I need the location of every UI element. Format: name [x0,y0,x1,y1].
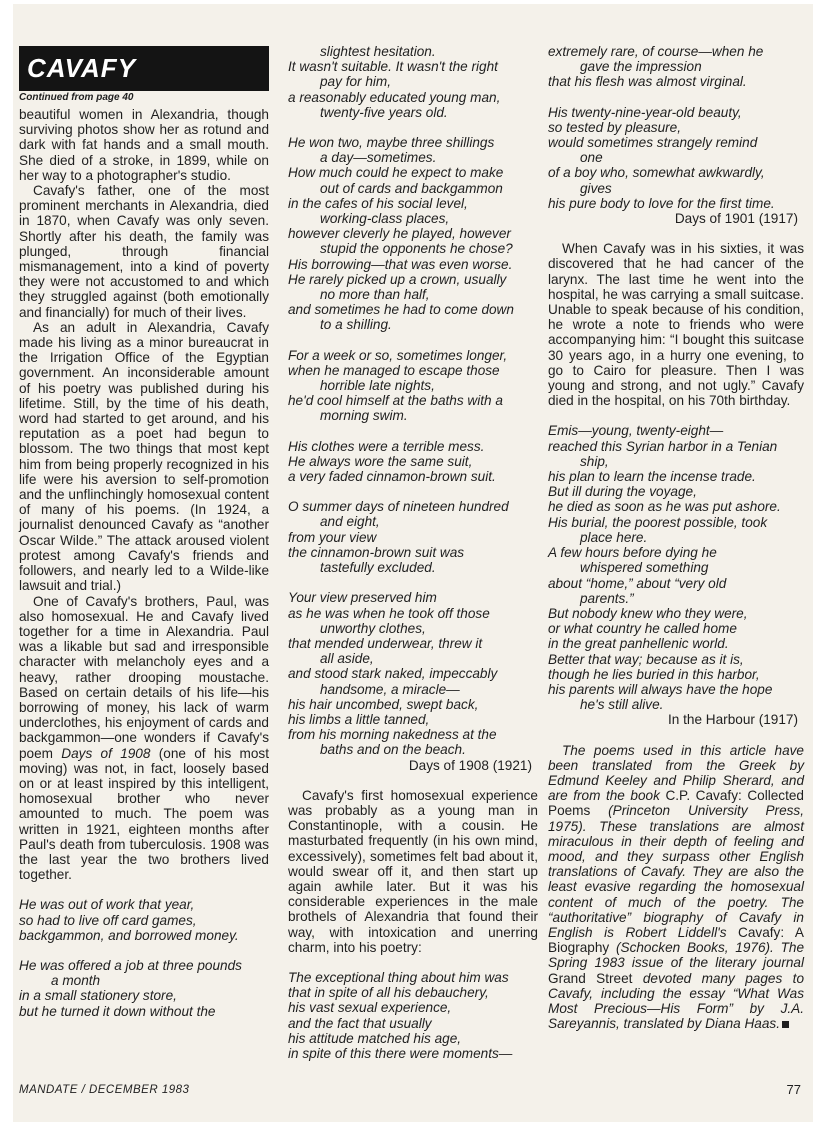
book-title: C.P. Cavafy: Collected Poems [548,788,804,819]
poem-excerpt [288,44,538,758]
article-title: CAVAFY [27,53,137,83]
poem-line: his parents will always have the hope [548,681,773,697]
column-2 [288,44,538,1061]
poem-line: all aside, [320,651,374,667]
poem-stanza [19,958,269,1019]
poem-line: so had to live off card games, [19,912,197,928]
paragraph-text: One of Cavafy's brothers, Paul, was also homosexual. He and Cavafy lived together for a time in Alexandria. Paul was a likable but sad and irresponsible character with melancholy eyes and a heavy, rather drooping moustache. Based on certain details of his life—his borrowing of money, his lack of warm underclothes, his enjoyment of cards and backgammon—one wonders if Cavafy's poem [19,593,269,761]
poem-line: he died as soon as he was put ashore. [548,499,781,515]
poem-line: It wasn't suitable. It wasn't the right [288,59,498,75]
poem-line: morning swim. [320,408,408,424]
poem-line: The exceptional thing about him was [288,969,509,985]
poem-line: so tested by pleasure, [548,119,681,135]
paragraph: As an adult in Alexandria, Cavafy made his living as a minor bureaucrat in the Irrigation Office of the Egyptian government. An inconsiderable amount of his poetry was published during his lifetime. Still, by the time of his death, word had started to get around, and his reputation as a poet had begun to blossom. The two things that most kept him from being properly recognized in his life were his aversion to self-promotion and the unflinchingly homosexual content of many of his poems. (In 1924, a journalist denounced Cavafy as “another Oscar Wilde.” The attack aroused violent protest among Cavafy's friends and followers, and nearly led to a Wilde-like lawsuit and trial.) [19,319,269,594]
poem-line: that mended underwear, threw it [288,635,483,651]
poem-line: in the great panhellenic world. [548,636,729,652]
article-title-banner [19,46,269,91]
poem-excerpt [19,897,269,1018]
poem-line: but he turned it down without the [19,1003,216,1019]
column-1 [19,107,269,1034]
poem-line: and stood stark naked, impeccably [288,666,498,682]
poem-line: no more than half, [320,287,430,303]
poem-line: his hair uncombed, swept back, [288,696,479,712]
note-text: (Schocken Books, 1976). The Spring 1983 issue of the literary journal [548,940,804,971]
poem-line: from your view [288,529,377,545]
poem-line: His burial, the poorest possible, took [548,514,768,530]
poem-line: in spite of this there were moments— [288,1045,513,1061]
poem-caption-wrap [548,211,804,226]
poem-line: his attitude matched his age, [288,1030,462,1046]
journal-title: Grand Street [548,970,633,986]
poem-line: of a boy who, somewhat awkwardly, [548,165,765,181]
page-number: 77 [786,1082,801,1097]
poem-line: to a shilling. [320,317,392,333]
poem-line: Your view preserved him [288,590,437,606]
poem-line: But ill during the voyage, [548,484,697,500]
poem-caption: Days of 1901 (1917) [674,211,798,227]
poem-line: He rarely picked up a crown, usually [288,271,507,287]
poem-line: He was out of work that year, [19,897,195,913]
poem-line: Emis—young, twenty-eight— [548,423,724,439]
poem-line: extremely rare, of course—when he [548,44,764,59]
poem-line: he'd cool himself at the baths with a [288,393,503,409]
poem-line: How much could he expect to make [288,165,504,181]
poem-line: working-class places, [320,211,450,227]
poem-line: or what country he called home [548,621,737,637]
poem-line: one [580,150,603,166]
poem-stanza [288,439,538,485]
paragraph: Cavafy's first homosexual experience was probably as a young man in Constantinople, with a cousin. He masturbated frequently (in his own mind, excessively), sometimes felt bad about it, would swear off it, and then start up again awhile later. But it was his considerable experiences in the male brothels of Alexandria that found their way, with intoxication and unerring charm, into his poetry: [288,787,538,955]
poem-line: handsome, a miracle— [320,681,460,697]
poem-line: and sometimes he had to come down [288,302,514,318]
poem-line: He won two, maybe three shillings [288,135,495,151]
paragraph-text: (one of his most moving) was not, in fact, loosely based on or at least inspired by this intelligent, homosexual brother who never amounted to much. The poem was written in 1921, eighteen months after Paul's death from tuberculosis. 1908 was the last year the two brothers lived together. [19,745,269,883]
poem-line: backgammon, and borrowed money. [19,927,239,943]
poem-caption-wrap [288,758,538,773]
poem-line: slightest hesitation. [320,44,436,59]
poem-line: twenty-five years old. [320,104,448,120]
poem-line: stupid the opponents he chose? [320,241,513,257]
poem-line: that in spite of all his debauchery, [288,985,489,1001]
poem-line: a reasonably educated young man, [288,89,501,105]
poem-stanza [288,499,538,575]
poem-stanza [288,590,538,757]
poem-line: unworthy clothes, [320,620,426,636]
poem-title-ref: Days of 1908 [61,745,151,761]
paragraph [19,594,269,883]
poem-line: For a week or so, sometimes longer, [288,347,508,363]
poem-line: and the fact that usually [288,1015,432,1031]
paragraph: beautiful women in Alexandria, though surviving photos show her as rotund and dark with fat hands and a small mouth. She died of a stroke, in 1899, while on her way to a photographer's studio. [19,107,269,183]
poem-line: he's still alive. [580,697,664,713]
poem-caption: Days of 1908 (1921) [408,757,532,773]
poem-line: baths and on the beach. [320,742,466,758]
poem-line: a month [51,973,101,989]
poem-line: his plan to learn the incense trade. [548,469,756,485]
paragraph: Cavafy's father, one of the most prominent merchants in Alexandria, died in 1870, when Cavafy was only seven. Shortly after his death, the family was plunged, through financial mismanagement, into a kind of poverty they were not accustomed to and which they struggled against (both emotionally and financially) for much of their lives. [19,183,269,320]
poem-line: reached this Syrian harbor in a Tenian [548,438,778,454]
poem-stanza [19,897,269,943]
poem-line: as he was when he took off those [288,605,490,621]
poem-caption-wrap [548,712,804,727]
footer-publication: MANDATE / DECEMBER 1983 [19,1084,190,1096]
poem-line: his pure body to love for the first time. [548,195,775,211]
poem-line: A few hours before dying he [548,545,717,561]
poem-excerpt [548,423,804,712]
poem-excerpt [288,970,538,1061]
poem-line: tastefully excluded. [320,560,436,576]
poem-line: pay for him, [320,74,392,90]
poem-stanza [288,135,538,333]
poem-line: though he lies buried in this harbor, [548,666,760,682]
end-mark-icon [782,1021,789,1028]
poem-stanza [288,348,538,424]
poem-line: in a small stationery store, [19,988,177,1004]
poem-line: the cinnamon-brown suit was [288,544,465,560]
poem-line: in the cafes of his social level, [288,195,468,211]
poem-line: his limbs a little tanned, [288,711,430,727]
poem-line: But nobody knew who they were, [548,605,748,621]
poem-line: out of cards and backgammon [320,180,503,196]
poem-stanza [548,44,804,90]
poem-line: His borrowing—that was even worse. [288,256,513,272]
translation-note [548,743,804,1032]
poem-stanza [288,44,538,120]
poem-line: His twenty-nine-year-old beauty, [548,104,742,120]
poem-stanza [548,105,804,211]
poem-line: a very faded cinnamon-brown suit. [288,469,496,485]
continued-note: Continued from page 40 [19,92,134,103]
poem-line: a day—sometimes. [320,150,437,166]
poem-line: would sometimes strangely remind [548,135,758,151]
poem-line: however cleverly he played, however [288,226,511,242]
poem-line: O summer days of nineteen hundred [288,499,509,515]
book-title: Cavafy: A Biography [548,924,804,956]
poem-line: when he managed to escape those [288,362,500,378]
poem-line: that his flesh was almost virginal. [548,74,747,90]
poem-line: gives [580,180,612,196]
poem-line: whispered something [580,560,709,576]
poem-line: ship, [580,453,609,469]
poem-excerpt [548,44,804,211]
note-text: devoted many pages to Cavafy, including the essay “What Was Most Precious—His Form” by J.A. Sareyannis, translated by Diana Haas. [548,970,805,1032]
poem-line: Better that way; because as it is, [548,651,744,667]
poem-line: His clothes were a terrible mess. [288,438,485,454]
note-text: The poems used in this article have been translated from the Greek by Edmund Keeley and Philip Sherard, and are from the book [548,742,804,804]
poem-line: and eight, [320,514,380,530]
poem-line: parents.” [580,590,634,606]
poem-line: from his morning nakedness at the [288,727,497,743]
poem-line: about “home,” about “very old [548,575,727,591]
column-3 [548,44,804,1031]
poem-line: horrible late nights, [320,378,435,394]
poem-line: place here. [580,529,648,545]
poem-line: He was offered a job at three pounds [19,957,242,973]
poem-line: his vast sexual experience, [288,1000,452,1016]
poem-line: He always wore the same suit, [288,453,473,469]
magazine-page [13,4,813,1122]
poem-caption: In the Harbour (1917) [668,712,798,728]
note-text: (Princeton University Press, 1975). These translations are almost miraculous in their depth of feeling and mood, and they surpass other English translations of Cavafy. They are also the least evasive regarding the homosexual content of much of the poetry. The “authoritative” biography of Cavafy in English is Robert Liddell's [548,803,804,940]
paragraph: When Cavafy was in his sixties, it was discovered that he had cancer of the larynx. The last time he went into the hospital, he was carrying a small suitcase. Unable to speak because of his condition, he wrote a note to friends who were accompanying him: “I bought this suitcase 30 years ago, in a hurry one evening, to go to Cairo for pleasure. Then I was young and strong, and not ugly.” Cavafy died in the hospital, on his 70th birthday. [548,241,804,409]
poem-line: gave the impression [580,59,702,75]
